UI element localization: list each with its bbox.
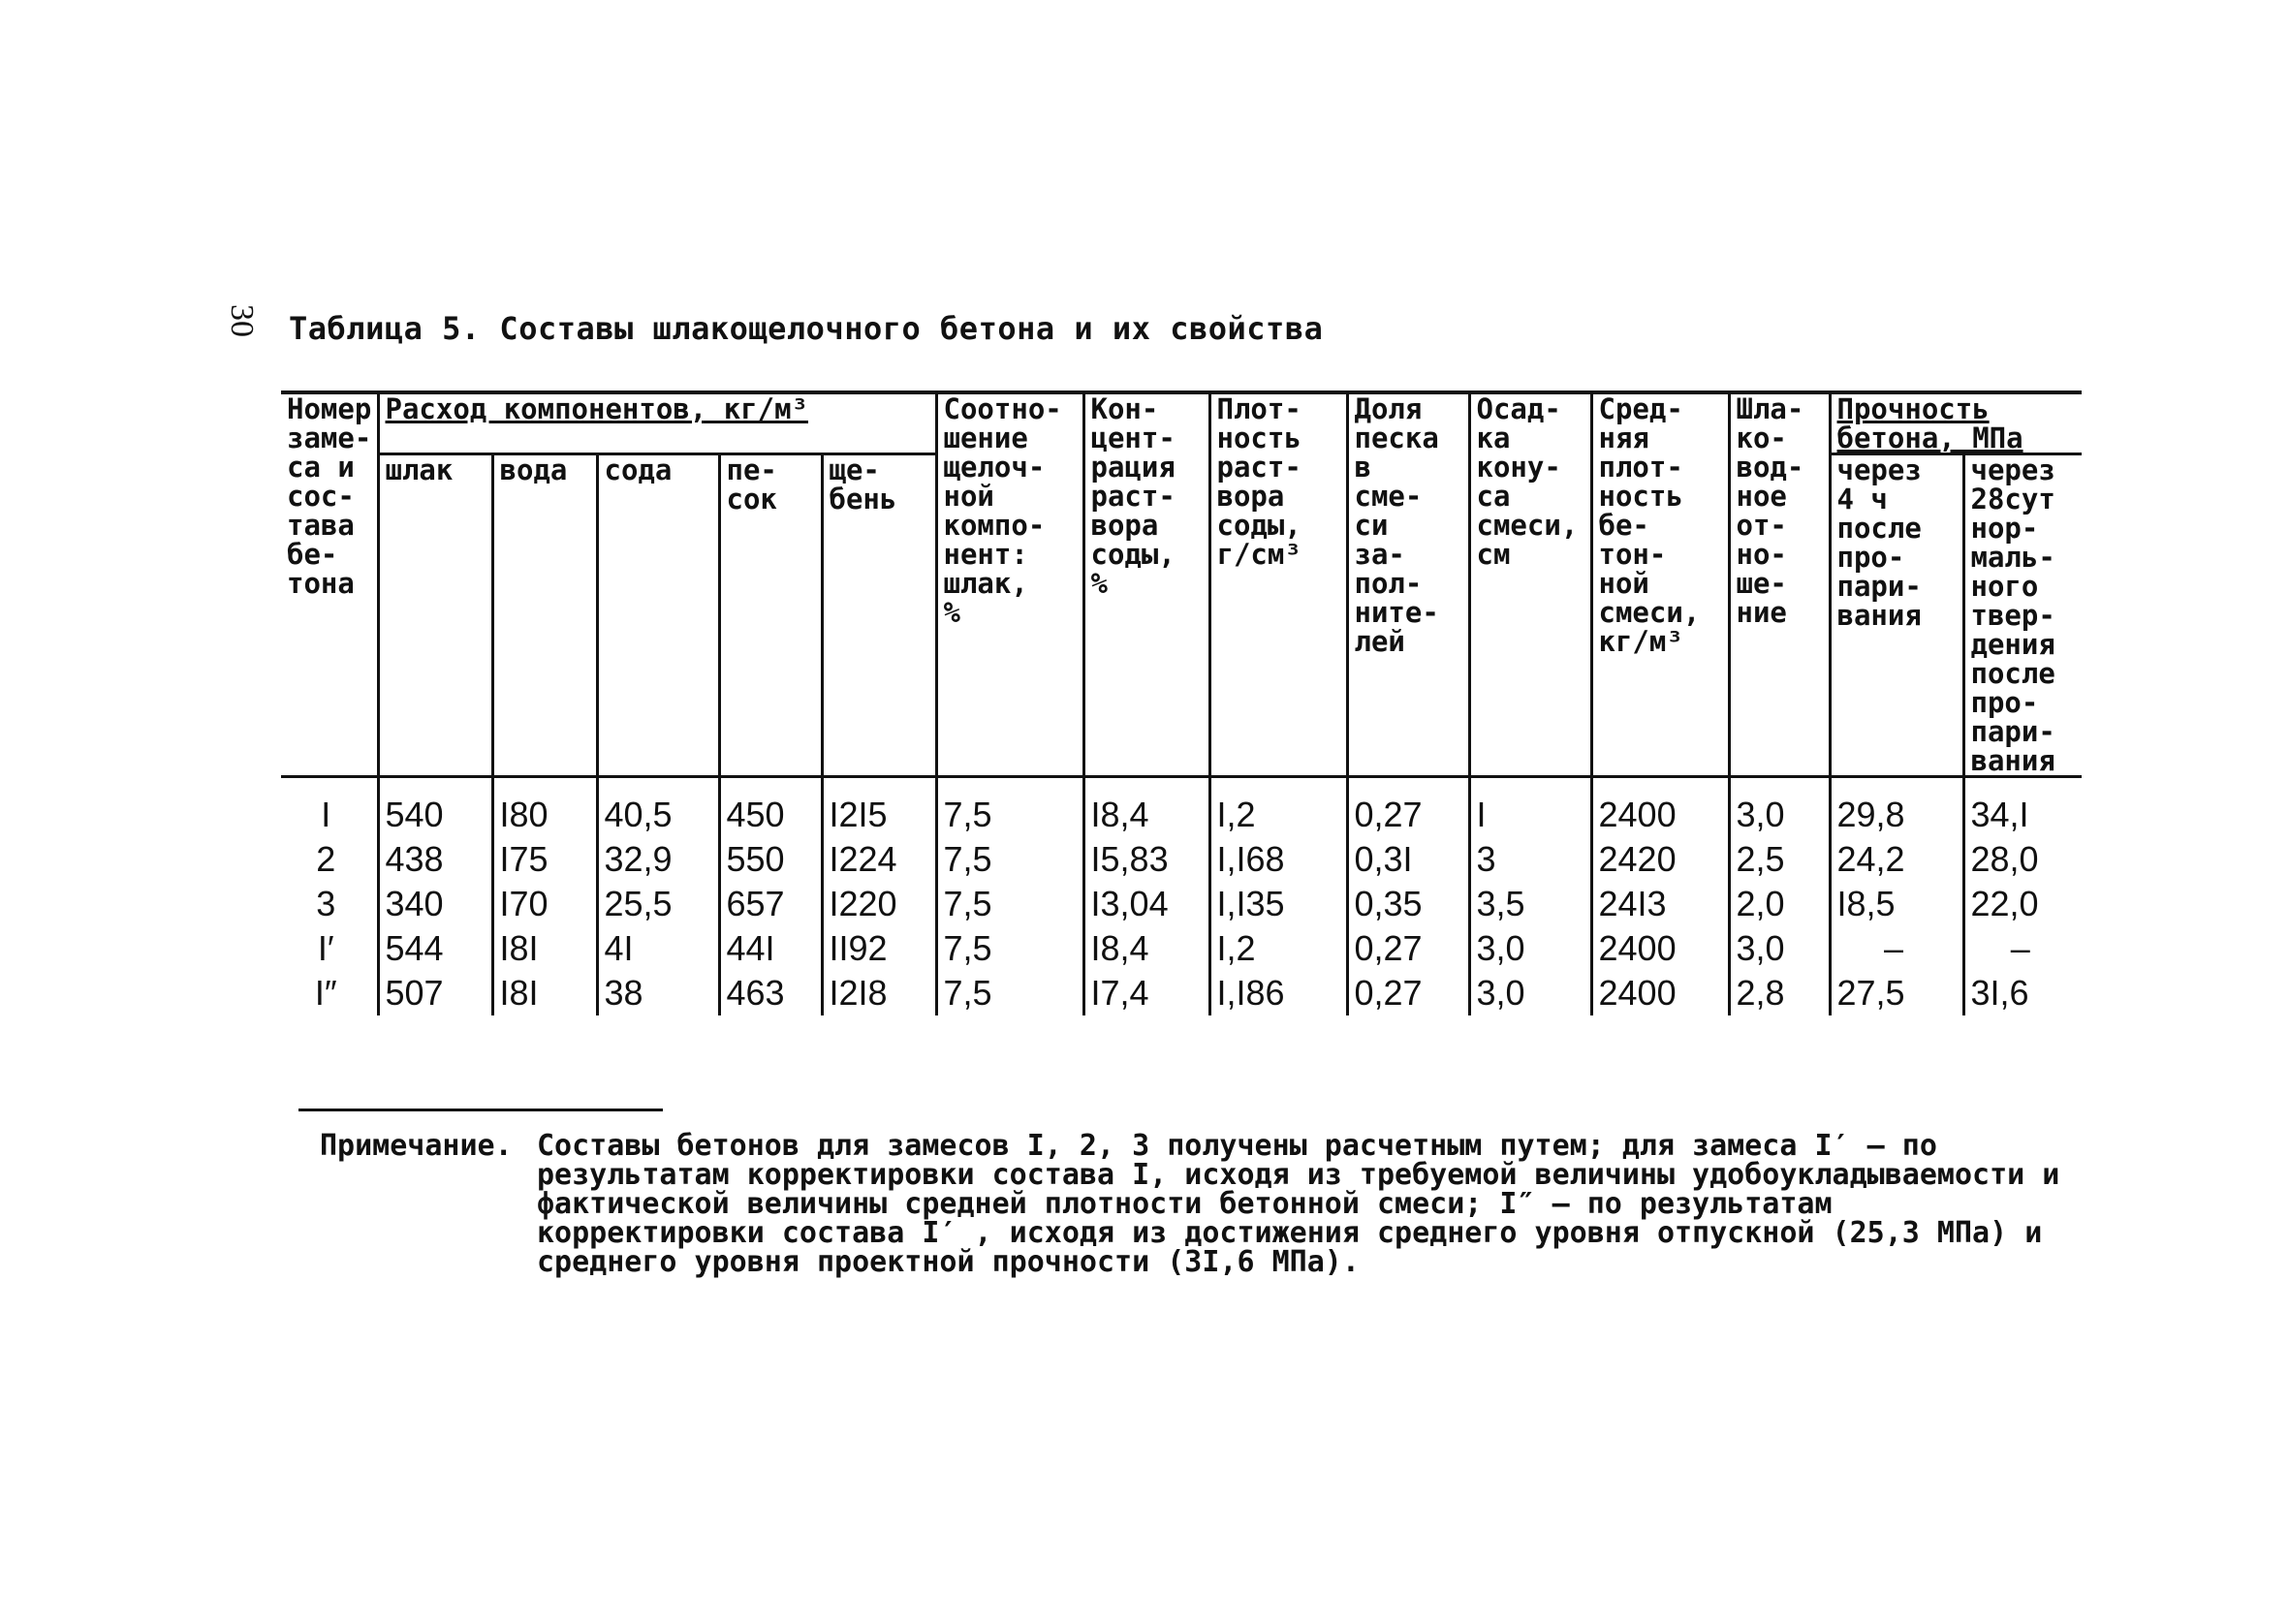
header-strength-28d: через 28сут нор- маль- ного твер- дения после про- пари- вания [1963, 454, 2082, 776]
cell: 0,27 [1347, 793, 1469, 837]
cell: 3,0 [1469, 971, 1591, 1015]
cell: 40,5 [597, 793, 719, 837]
cell: 540 [378, 793, 492, 837]
cell: 2,0 [1729, 882, 1830, 926]
header-slag-water: Шла- ко- вод- ное от- но- ше- ние [1729, 392, 1830, 775]
cell: I2I5 [822, 793, 936, 837]
strength-group-label: Прочность бетона, МПа [1836, 392, 2023, 454]
header-sand: пе- сок [719, 454, 822, 776]
table-row [281, 882, 2082, 926]
cell: 24,2 [1830, 837, 1963, 882]
header-ratio: Соотно- шение щелоч- ной компо- нент: шлак, % [936, 392, 1083, 775]
cell: 450 [719, 793, 822, 837]
cell: 438 [378, 837, 492, 882]
cell: I80 [492, 793, 597, 837]
table-row [281, 926, 2082, 971]
cell: I75 [492, 837, 597, 882]
header-concentration: Кон- цент- рация раст- вора соды, % [1083, 392, 1209, 775]
cell: 7,5 [936, 837, 1083, 882]
header-soda: сода [597, 454, 719, 776]
cell: I70 [492, 882, 597, 926]
cell: 3I,6 [1963, 971, 2082, 1015]
cell: 507 [378, 971, 492, 1015]
header-mix-number: Номер заме- са и сос- тава бе- тона [281, 392, 378, 775]
cell: 29,8 [1830, 793, 1963, 837]
cell: 2420 [1591, 837, 1729, 882]
cell: I8I [492, 971, 597, 1015]
cell: I8I [492, 926, 597, 971]
footnote-rule [298, 1109, 663, 1111]
cell: 3 [316, 883, 336, 923]
cell: I3,04 [1083, 882, 1209, 926]
header-sand-share: Доля песка в сме- си за- пол- ните- лей [1347, 392, 1469, 775]
cell: II92 [822, 926, 936, 971]
cell: I5,83 [1083, 837, 1209, 882]
composition-table [281, 390, 2082, 1015]
cell: 3,0 [1729, 793, 1830, 837]
header-consumption-group [378, 392, 936, 454]
cell: I8,5 [1830, 882, 1963, 926]
note-label: Примечание. [320, 1129, 513, 1163]
cell: I224 [822, 837, 936, 882]
cell: 550 [719, 837, 822, 882]
cell: 28,0 [1963, 837, 2082, 882]
cell: 0,3I [1347, 837, 1469, 882]
table-caption: Таблица 5. Составы шлакощелочного бетона и их свойства [289, 310, 1324, 347]
header-gravel: ще- бень [822, 454, 936, 776]
cell: 34,I [1963, 793, 2082, 837]
cell: 2400 [1591, 793, 1729, 837]
cell: I″ [314, 972, 337, 1013]
cell: 3,5 [1469, 882, 1591, 926]
cell: I7,4 [1083, 971, 1209, 1015]
cell: 38 [597, 971, 719, 1015]
cell: 7,5 [936, 882, 1083, 926]
cell: 22,0 [1963, 882, 2082, 926]
cell: 2400 [1591, 971, 1729, 1015]
cell: 0,27 [1347, 971, 1469, 1015]
cell: I8,4 [1083, 793, 1209, 837]
cell: 544 [378, 926, 492, 971]
cell: 2 [316, 838, 336, 879]
cell: I,2 [1209, 793, 1347, 837]
cell: 4I [597, 926, 719, 971]
cell: – [1963, 926, 2082, 971]
cell: 25,5 [597, 882, 719, 926]
cell: 3,0 [1729, 926, 1830, 971]
table-row [281, 837, 2082, 882]
cell: 0,35 [1347, 882, 1469, 926]
header-slag: шлак [378, 454, 492, 776]
header-average-density: Сред- няя плот- ность бе- тон- ной смеси, кг/м³ [1591, 392, 1729, 775]
cell: 0,27 [1347, 926, 1469, 971]
cell: I220 [822, 882, 936, 926]
note-text: Составы бетонов для замесов I, 2, 3 получены расчетным путем; для замеса I′ – по результатам корректировки состава I, исходя из требуемой величины удобоукладываемости и фактической величины средней плотности бетонной смеси; I″ – по результатам корректировки состава I′ , исходя из достижения среднего уровня отпускной (25,3 МПа) и среднего уровня проектной прочности (3I,6 МПа). [537, 1129, 2060, 1279]
cell: 32,9 [597, 837, 719, 882]
cell: 340 [378, 882, 492, 926]
cell: I,I35 [1209, 882, 1347, 926]
header-slump: Осад- ка кону- са смеси, см [1469, 392, 1591, 775]
cell: 44I [719, 926, 822, 971]
cell: I8,4 [1083, 926, 1209, 971]
cell: I,I68 [1209, 837, 1347, 882]
cell: 3,0 [1469, 926, 1591, 971]
cell: 7,5 [936, 926, 1083, 971]
cell: I [321, 794, 331, 834]
cell: – [1830, 926, 1963, 971]
cell: 463 [719, 971, 822, 1015]
consumption-group-label: Расход компонентов, кг/м³ [385, 392, 808, 425]
header-strength-4h: через 4 ч после про- пари- вания [1830, 454, 1963, 776]
cell: 2400 [1591, 926, 1729, 971]
cell: I,2 [1209, 926, 1347, 971]
table-note [320, 1129, 2064, 1279]
cell: I [1469, 793, 1591, 837]
cell: 657 [719, 882, 822, 926]
table-row [281, 793, 2082, 837]
header-solution-density: Плот- ность раст- вора соды, г/см³ [1209, 392, 1347, 775]
cell: I,I86 [1209, 971, 1347, 1015]
header-strength-group [1830, 392, 2082, 454]
header-water: вода [492, 454, 597, 776]
cell: 2,5 [1729, 837, 1830, 882]
cell: I′ [317, 927, 334, 968]
cell: 7,5 [936, 971, 1083, 1015]
cell: 3 [1469, 837, 1591, 882]
cell: 2,8 [1729, 971, 1830, 1015]
cell: 27,5 [1830, 971, 1963, 1015]
cell: 7,5 [936, 793, 1083, 837]
page-number: 30 [224, 304, 260, 337]
cell: 24I3 [1591, 882, 1729, 926]
table-row [281, 971, 2082, 1015]
cell: I2I8 [822, 971, 936, 1015]
